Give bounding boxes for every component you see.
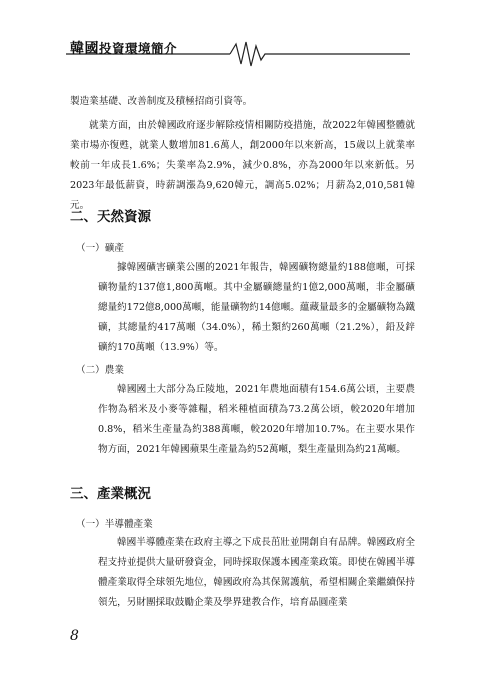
subsection-title-agriculture: （二）農業 xyxy=(76,365,124,376)
section-heading-industry-overview: 三、產業概況 xyxy=(70,486,151,502)
header-title-rest: 投資環境簡介 xyxy=(99,41,178,56)
header-title-big: 韓國 xyxy=(70,41,99,57)
employment-paragraph: 就業方面，由於韓國政府逐步解除疫情相關防疫措施，故2022年韓國整體就業市場亦復甦，就業人數增加81.6萬人，創2000年以來新高，15歲以上就業率較前一年成長1.6%；失業率為2.9%，減少0.8%，亦為2000年以來新低。另2023年最低薪資，時薪調漲為9,620韓元，調高5.02%；月薪為2,010,581韓元。 xyxy=(70,120,415,211)
running-header xyxy=(0,34,480,74)
intro-continuation: 製造業基礎、改善制度及積極招商引資等。 xyxy=(70,96,253,107)
minerals-paragraph: 據韓國礦害礦業公團的2021年報告，韓國礦物總量約188億噸，可採礦物量約137億1,800萬噸。其中金屬礦總量約1億2,000萬噸，非金屬礦總量約172億8,000萬噸，能量礦物約14億噸。蘊藏量最多的金屬礦物為鐵礦，其總量約417萬噸（34.0%），稀土類約260萬噸（21.2%），鉛及鋅礦約170萬噸（13.9%）等。 xyxy=(98,262,416,353)
section-heading-natural-resources: 二、天然資源 xyxy=(70,209,151,225)
semiconductor-paragraph: 韓國半導體產業在政府主導之下成長茁壯並開創自有品牌。韓國政府全程支持並提供大量研發資金，同時採取保護本國產業政策。即使在韓國半導體產業取得全球領先地位，韓國政府為其保駕護航，希望相關企業繼續保持領先，另財團採取鼓勵企業及學界建教合作，培育晶圓產業 xyxy=(98,537,415,608)
subsection-title-semiconductor: （一）半導體產業 xyxy=(76,519,153,530)
header-title xyxy=(70,38,177,58)
subsection-title-minerals: （一）礦產 xyxy=(76,243,124,254)
agriculture-paragraph: 韓國國土大部分為丘陵地，2021年農地面積有154.6萬公頃，主要農作物為稻米及小麥等雜糧，稻米種植面積為73.2萬公頃，較2020年增加0.8%，稻米生產量為約388萬噸，較2020年增加10.7%。在主要水果作物方面，2021年韓國蘋果生產量為約52萬噸，梨生產量則為約21萬噸。 xyxy=(98,384,415,455)
page-number: 8 xyxy=(70,628,79,644)
